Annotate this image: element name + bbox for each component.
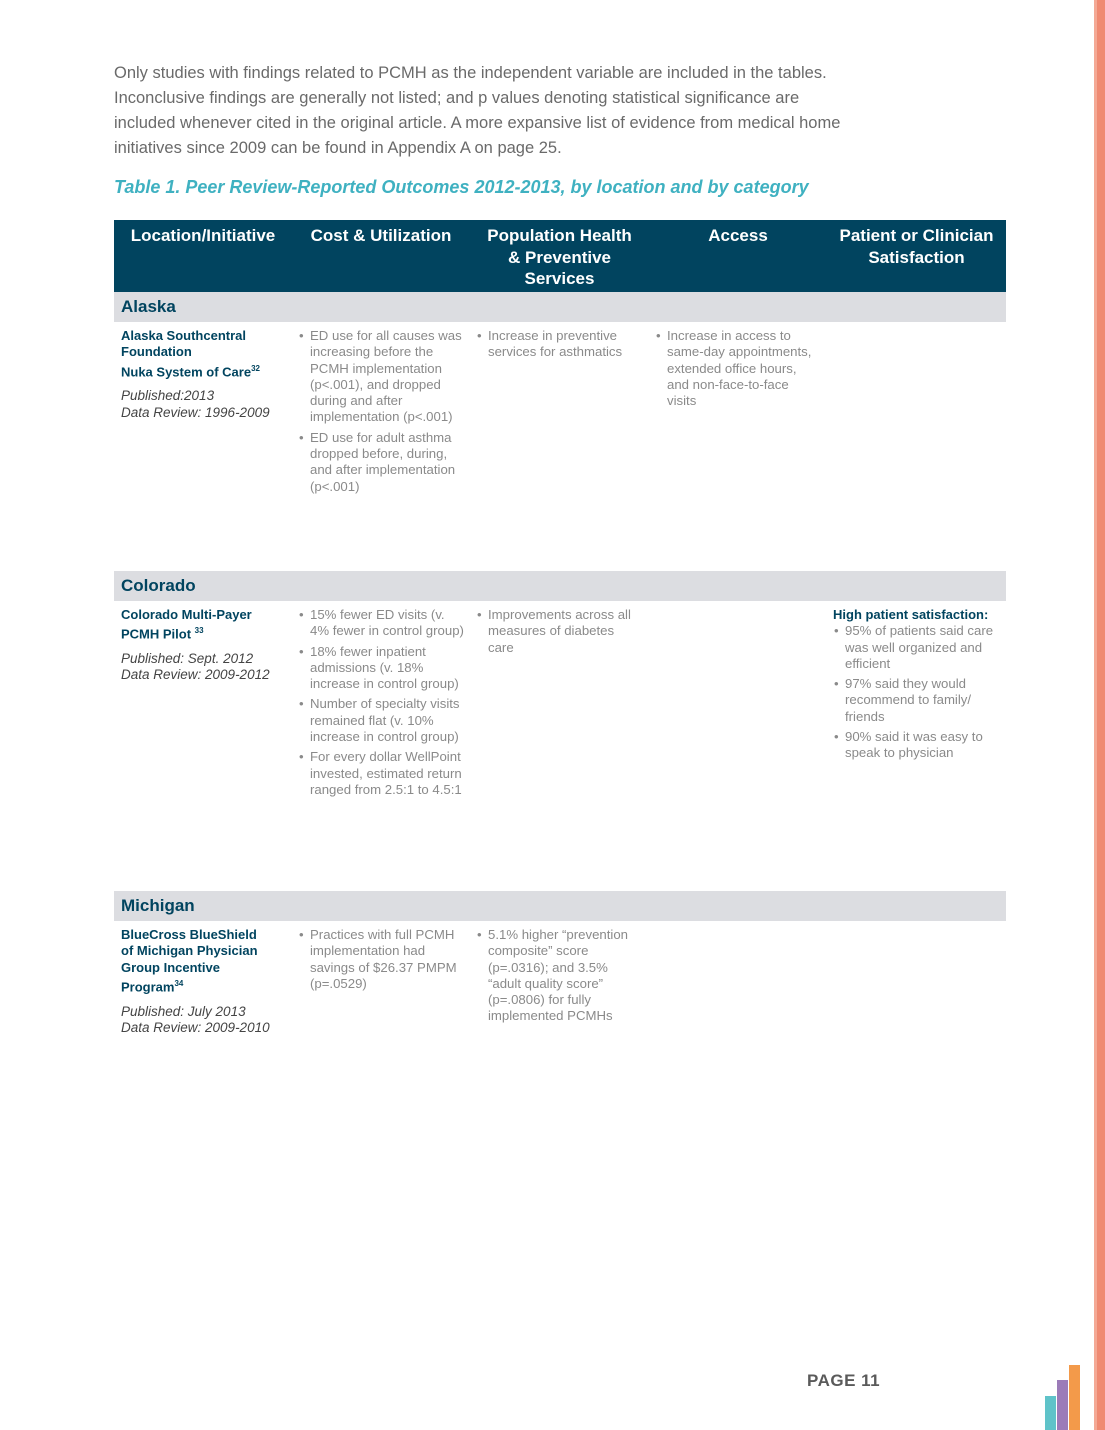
satisfaction-cell	[827, 607, 1006, 891]
access-cell	[649, 927, 827, 1036]
section-band-colorado: Colorado	[114, 571, 1006, 601]
reference-number: 33	[194, 626, 204, 636]
cost-cell	[292, 927, 470, 1036]
satisfaction-heading: High patient satisfaction:	[833, 607, 989, 622]
satisfaction-cell	[827, 328, 1006, 571]
initiative-name: Alaska Southcentral Foundation Nuka System of Care$^{32}$	[121, 328, 260, 379]
location-cell	[114, 927, 292, 1036]
header-location: Location/Initiative	[130, 226, 276, 245]
list-item: • Increase in access to same-day appointments, extended office hours, and non-face-to-face visits	[655, 328, 821, 409]
list-item: • ED use for adult asthma dropped before, during, and after implementation (p<.001)	[298, 430, 464, 495]
table-title: Table 1. Peer Review-Reported Outcomes 2012-2013, by location and by category	[114, 177, 809, 197]
list-item: • 15% fewer ED visits (v. 4% fewer in control group)	[298, 607, 464, 640]
intro-line: included whenever cited in the original article. A more expansive list of evidence from medical home	[114, 114, 841, 132]
intro-line: initiatives since 2009 can be found in Appendix A on page 25.	[114, 139, 562, 157]
reference-number: 32	[251, 363, 260, 373]
cost-cell	[292, 607, 470, 891]
header-access: Access	[708, 226, 768, 245]
publication-info: Published:2013 Data Review: 1996-2009	[121, 388, 270, 420]
list-item: • ED use for all causes was increasing before the PCMH implementation (p<.001), and dropped during and after implementation (p<.001)	[298, 328, 464, 426]
list-item: • Improvements across all measures of diabetes care	[476, 607, 643, 656]
table-row	[114, 601, 1006, 891]
population-cell	[470, 328, 649, 571]
reference-number: 34	[174, 978, 184, 988]
access-cell	[649, 607, 827, 891]
list-item: • For every dollar WellPoint invested, estimated return ranged from 2.5:1 to 4.5:1	[298, 749, 464, 798]
intro-paragraph	[114, 61, 884, 161]
access-cell	[649, 328, 827, 571]
list-item: • 97% said they would recommend to family/ friends	[833, 676, 1000, 725]
list-item: • 90% said it was easy to speak to physician	[833, 729, 1000, 762]
list-item: • Increase in preventive services for asthmatics	[476, 328, 643, 361]
page-number: PAGE 11	[807, 1371, 881, 1390]
table-row	[114, 322, 1006, 571]
table-header	[114, 220, 1006, 292]
cost-cell	[292, 328, 470, 571]
header-cost: Cost & Utilization	[310, 226, 452, 245]
list-item: • 18% fewer inpatient admissions (v. 18% increase in control group)	[298, 644, 464, 693]
satisfaction-cell	[827, 927, 1006, 1036]
list-item: • Number of specialty visits remained flat (v. 10% increase in control group)	[298, 696, 464, 745]
deco-bar-orange	[1069, 1365, 1080, 1430]
deco-bar-teal	[1045, 1396, 1056, 1430]
list-item: • 5.1% higher “prevention composite” score (p=.0316); and 3.5% “adult quality score” (p=.0806) for fully implemented PCMHs	[476, 927, 643, 1025]
population-cell	[470, 607, 649, 891]
publication-info: Published: July 2013 Data Review: 2009-2010	[121, 1003, 270, 1035]
intro-line: Inconclusive findings are generally not listed; and p values denoting statistical significance are	[114, 89, 800, 107]
list-item: • Practices with full PCMH implementation had savings of $26.37 PMPM (p=.0529)	[298, 927, 464, 992]
initiative-name: BlueCross BlueShield of Michigan Physician Group Incentive Program$^{34}$	[121, 927, 258, 995]
location-cell	[114, 328, 292, 571]
list-item: • 95% of patients said care was well organized and efficient	[833, 623, 1000, 672]
deco-bar-purple	[1057, 1380, 1068, 1430]
header-population: Population Health & Preventive Services	[487, 226, 632, 288]
header-satisfaction: Patient or Clinician Satisfaction	[839, 226, 994, 267]
table-row	[114, 921, 1006, 1036]
section-band-alaska: Alaska	[114, 292, 1006, 322]
location-cell	[114, 607, 292, 891]
population-cell	[470, 927, 649, 1036]
page-edge-stripe	[1094, 0, 1105, 1430]
intro-line: Only studies with findings related to PCMH as the independent variable are included in the tables.	[114, 64, 827, 82]
publication-info: Published: Sept. 2012 Data Review: 2009-2012	[121, 650, 270, 683]
decorative-bars	[1045, 1360, 1093, 1430]
section-band-michigan: Michigan	[114, 891, 1006, 921]
outcomes-table	[114, 220, 1006, 1036]
initiative-name: Colorado Multi-Payer PCMH Pilot $^{33}$	[121, 607, 252, 642]
